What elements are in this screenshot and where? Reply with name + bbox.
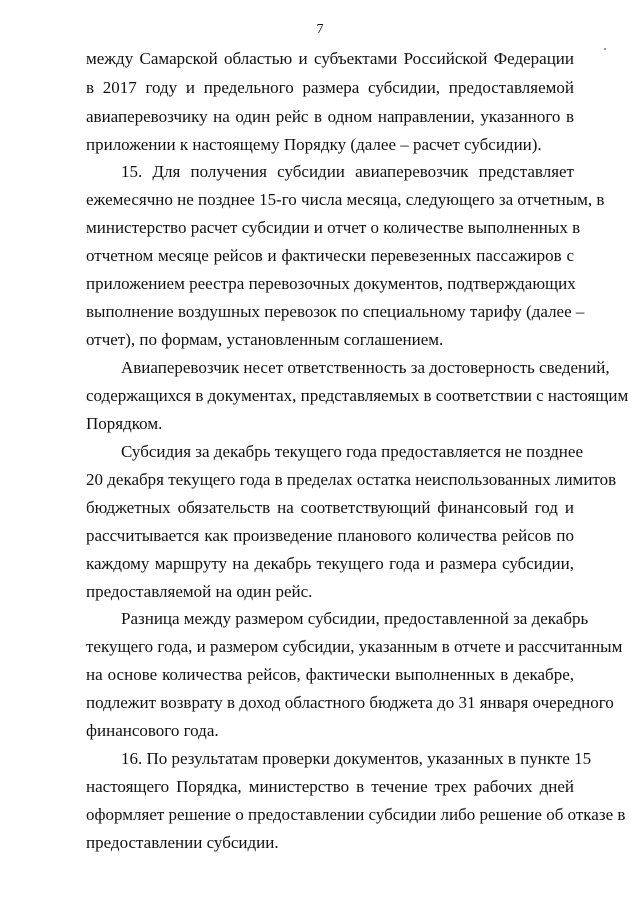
text-line: текущего года, и размером субсидии, указанным в отчете и рассчитанным — [86, 637, 623, 656]
text-line: Авиаперевозчик несет ответственность за достоверность сведений, — [121, 358, 610, 377]
text-line: 16. По результатам проверки документов, указанных в пункте 15 — [121, 749, 592, 768]
text-line: Порядком. — [86, 414, 163, 433]
text-line: каждому маршруту на декабрь текущего года и размера субсидии, — [86, 554, 574, 573]
text-line: настоящего Порядка, министерство в течение трех рабочих дней — [86, 777, 574, 796]
text-line: финансового года. — [86, 721, 219, 740]
text-line: бюджетных обязательств на соответствующий финансовый год и — [86, 498, 574, 517]
text-line: 15. Для получения субсидии авиаперевозчик представляет — [121, 162, 574, 181]
text-line: авиаперевозчику на один рейс в одном направлении, указанного в — [86, 107, 574, 126]
text-line: рассчитывается как произведение планового количества рейсов по — [86, 526, 574, 545]
text-line: министерство расчет субсидии и отчет о количестве выполненных в — [86, 218, 581, 237]
text-line: приложением реестра перевозочных документов, подтверждающих — [86, 274, 576, 293]
text-line: отчетном месяце рейсов и фактически перевезенных пассажиров с — [86, 246, 574, 265]
text-line: отчет), по формам, установленным соглашением. — [86, 330, 444, 349]
text-line: ежемесячно не позднее 15-го числа месяца, следующего за отчетным, в — [86, 190, 605, 209]
text-line: Разница между размером субсидии, предоставленной за декабрь — [121, 609, 589, 628]
text-line: в 2017 году и предельного размера субсидии, предоставляемой — [86, 78, 574, 97]
text-line: на основе количества рейсов, фактически выполненных в декабре, — [86, 665, 574, 684]
page-number: 7 — [316, 22, 324, 37]
text-line: содержащихся в документах, представляемых в соответствии с настоящим — [86, 386, 629, 405]
text-line: выполнение воздушных перевозок по специальному тарифу (далее – — [86, 302, 585, 321]
text-line: 20 декабря текущего года в пределах остатка неиспользованных лимитов — [86, 470, 617, 489]
text-line: оформляет решение о предоставлении субсидии либо решение об отказе в — [86, 805, 626, 824]
text-line: между Самарской областью и субъектами Российской Федерации — [86, 49, 574, 68]
scan-speck — [604, 48, 606, 50]
text-line: подлежит возврату в доход областного бюджета до 31 января очередного — [86, 693, 614, 712]
text-line: предоставляемой на один рейс. — [86, 582, 313, 601]
text-line: приложении к настоящему Порядку (далее – расчет субсидии). — [86, 135, 542, 154]
text-line: предоставлении субсидии. — [86, 833, 279, 852]
text-line: Субсидия за декабрь текущего года предоставляется не позднее — [121, 442, 583, 461]
